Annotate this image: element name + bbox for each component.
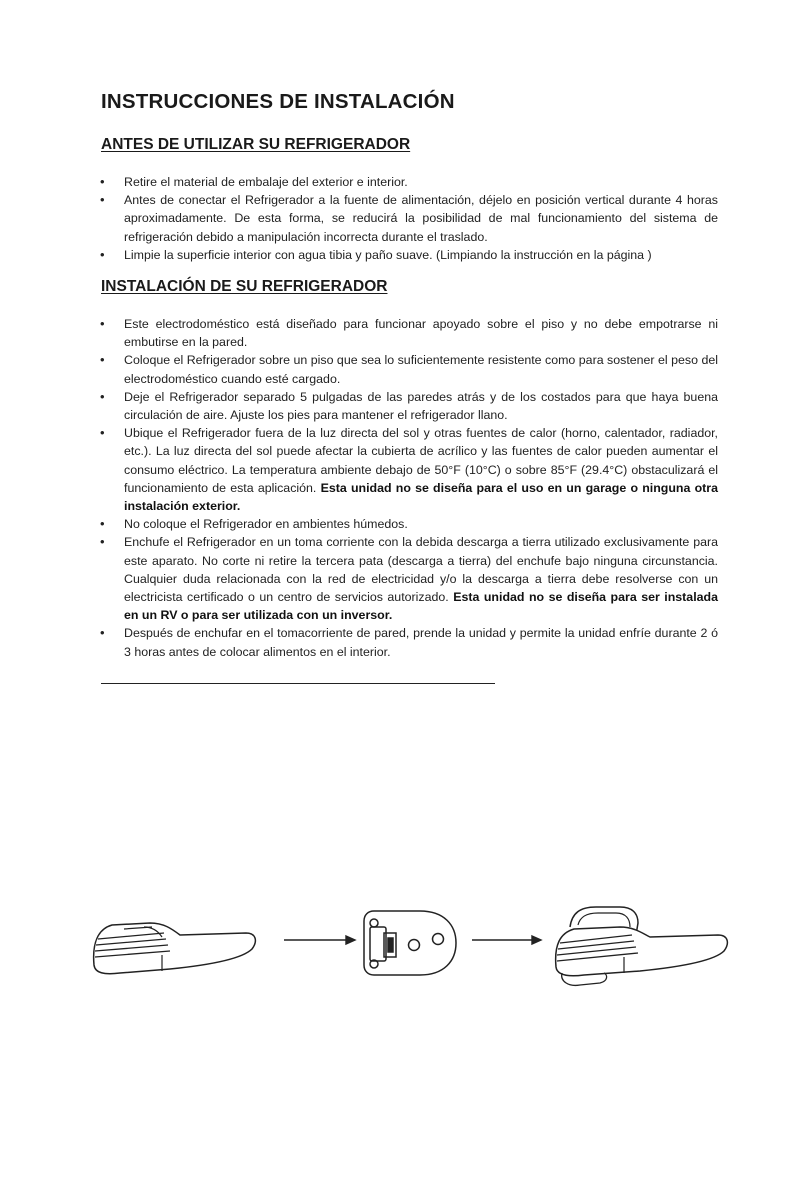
bold-warning: Esta unidad no se diseña para ser instalada en un RV o para ser utilizada con un inversor. bbox=[124, 590, 718, 623]
list-item: • Enchufe el Refrigerador en un toma corriente con la debida descarga a tierra utilizado exclusivamente para este aparato. No corte ni retire la tercera pata (descarga a tierra) del enchufe bajo ninguna circunstancia. Cualquier duda relacionada con la red de electricidad y/o la descarga a tierra debe resolverse con un electricista certificado o un centro de servicios autorizado. Esta unidad no se diseña para ser instalada en un RV o para ser utilizada con un inversor. bbox=[100, 533, 718, 624]
list-item: • Coloque el Refrigerador sobre un piso que sea lo suficientemente resistente como para sostener el peso del electrodoméstico cuando esté cargado. bbox=[100, 351, 718, 387]
list-item: • No coloque el Refrigerador en ambientes húmedos. bbox=[100, 515, 718, 533]
handle-after-illustration bbox=[556, 907, 728, 985]
installation-list bbox=[100, 315, 718, 661]
list-item: • Ubique el Refrigerador fuera de la luz directa del sol y otras fuentes de calor (horno, calentador, radiador, etc.). La luz directa del sol puede afectar la cubierta de acrílico y las fuentes de calor pueden aumentar el consumo eléctrico. La temperatura ambiente debajo de 50°F (10°C) o sobre 85°F (29.4°C) obstaculizará el funcionamiento de esta aplicación. Esta unidad no se diseña para el uso en un garage o ninguna otra instalación exterior. bbox=[100, 424, 718, 515]
hinge-plate-illustration bbox=[364, 911, 456, 975]
section-heading-before-use: ANTES DE UTILIZAR SU REFRIGERADOR bbox=[101, 136, 411, 153]
list-item: • Antes de conectar el Refrigerador a la fuente de alimentación, déjelo en posición vertical durante 4 horas aproximadamente. De esta forma, se reducirá la posibilidad de mal funcionamiento del sistema de refrigeración debido a manipulación incorrecta durante el traslado. bbox=[100, 191, 718, 246]
arrow-right-icon bbox=[472, 936, 541, 944]
bold-warning: Esta unidad no se diseña para el uso en un garage o ninguna otra instalación exterior. bbox=[124, 480, 718, 514]
list-item: • Este electrodoméstico está diseñado para funcionar apoyado sobre el piso y no debe empotrarse ni embutirse en la pared. bbox=[100, 315, 718, 351]
list-item: • Después de enchufar en el tomacorriente de pared, prende la unidad y permite la unidad enfríe durante 2 ó 3 horas antes de colocar alimentos en el interior. bbox=[100, 624, 718, 660]
list-item: • Deje el Refrigerador separado 5 pulgadas de las paredes atrás y de los costados para que haya buena circulación de aire. Ajuste los pies para mantener el refrigerador llano. bbox=[100, 388, 718, 424]
section-heading-installation: INSTALACIÓN DE SU REFRIGERADOR bbox=[101, 278, 388, 295]
list-item: • Retire el material de embalaje del exterior e interior. bbox=[100, 173, 718, 191]
before-use-list bbox=[100, 173, 718, 264]
handle-before-illustration bbox=[94, 923, 256, 974]
page-title: INSTRUCCIONES DE INSTALACIÓN bbox=[101, 90, 455, 113]
list-item: • Limpie la superficie interior con agua tibia y paño suave. (Limpiando la instrucción en la página ) bbox=[100, 246, 718, 264]
divider-line bbox=[101, 683, 495, 684]
door-handle-diagram bbox=[80, 893, 740, 1003]
arrow-right-icon bbox=[284, 936, 355, 944]
